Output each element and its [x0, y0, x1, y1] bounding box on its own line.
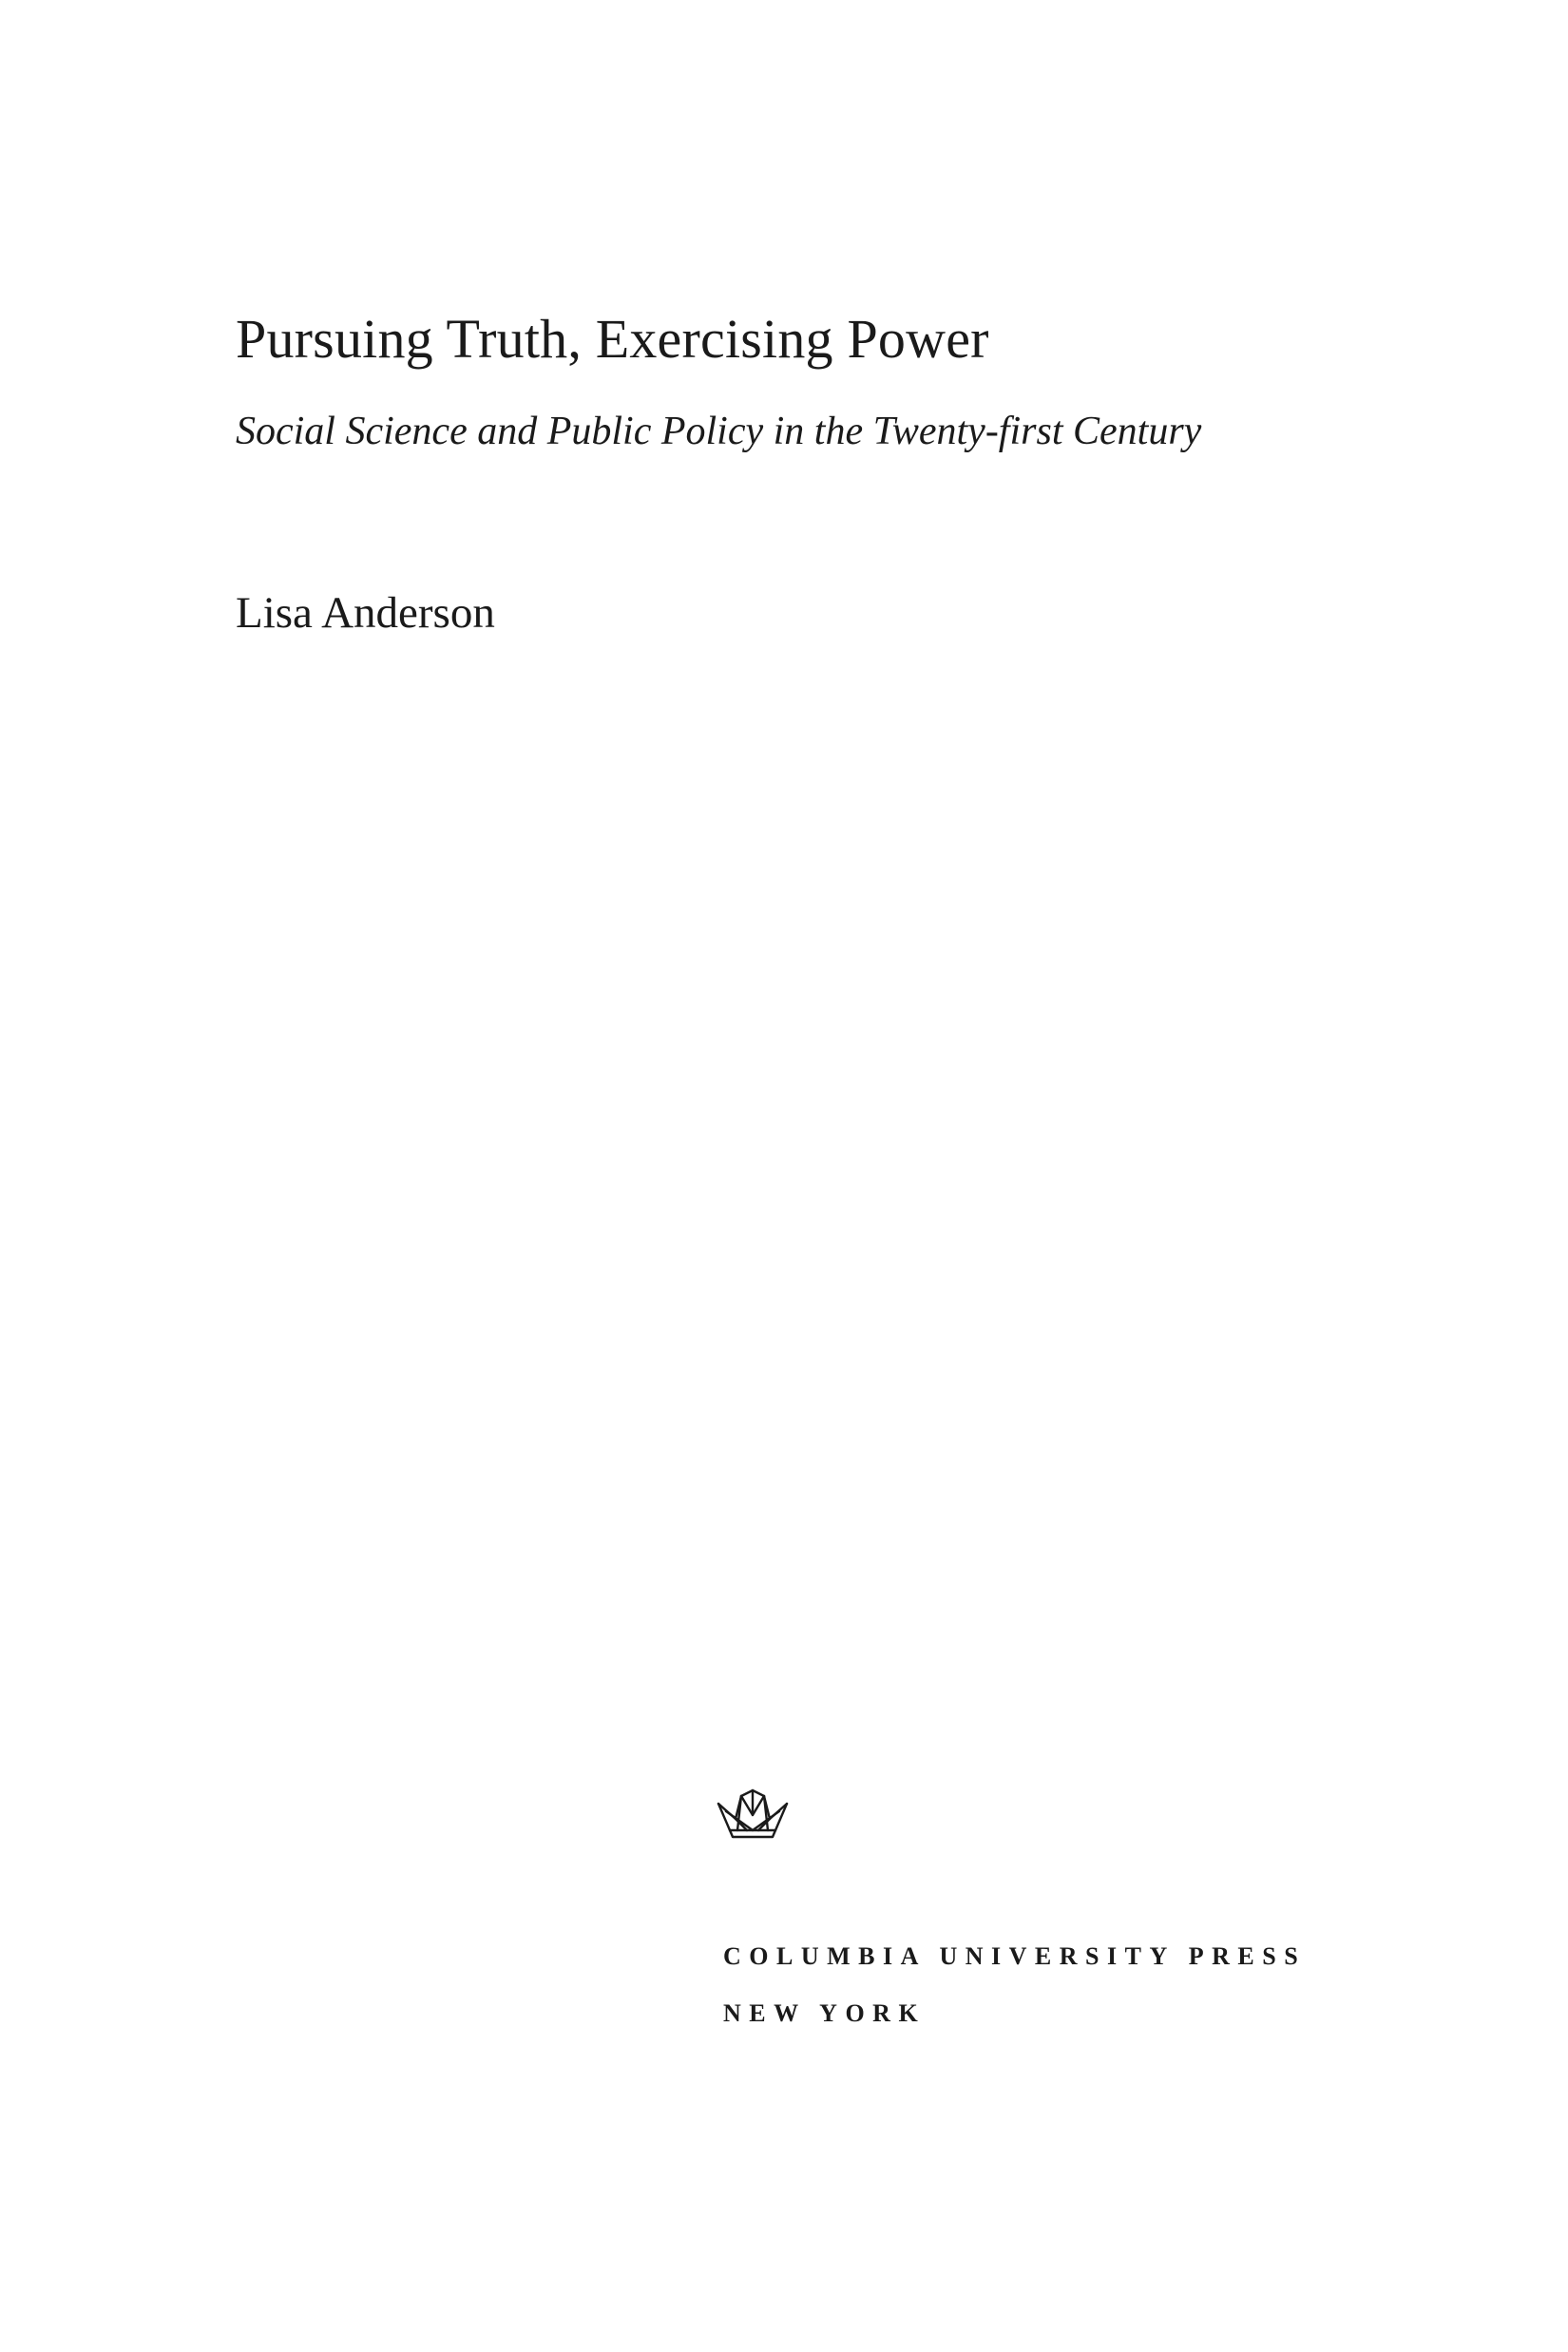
book-subtitle: Social Science and Public Policy in the Twenty-first Century — [236, 410, 1202, 453]
publisher-name: COLUMBIA UNIVERSITY PRESS — [723, 1942, 1307, 1970]
author-name: Lisa Anderson — [236, 588, 495, 638]
crown-icon — [715, 1787, 791, 1844]
publisher-city: NEW YORK — [723, 1999, 927, 2027]
book-title: Pursuing Truth, Exercising Power — [236, 308, 989, 370]
